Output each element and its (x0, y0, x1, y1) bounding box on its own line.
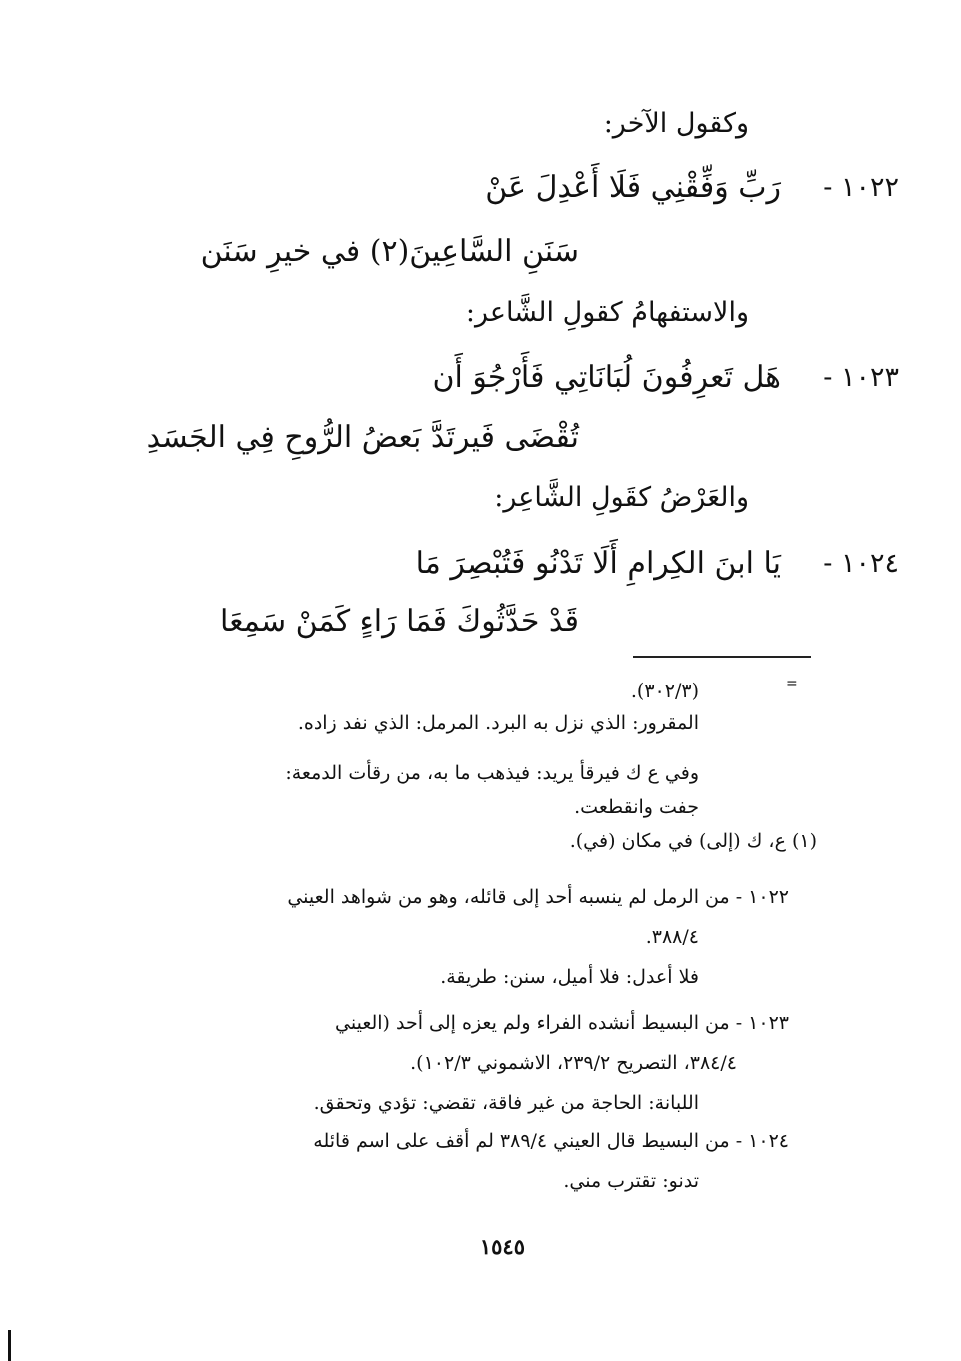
verse-number-1023: ١٠٢٣ - (823, 362, 899, 393)
footnote-1023-line-2: ٣٨٤/٤، التصريح ٢٣٩/٢، الاشموني ١٠٢/٣). (410, 1052, 737, 1074)
footnote-1024-line-1: ١٠٢٤ - من البسيط قال العيني ٣٨٩/٤ لم أقف على اسم قائله (313, 1130, 789, 1152)
verse-1024-second-half: قَدْ حَدَّثُوكَ فَمَا رَاءٍ كَمَنْ سَمِعَا (220, 604, 579, 639)
continuation-marker: = (786, 676, 798, 692)
footnote-line-5: (١) ع، ك (إلى) في مكان (في). (569, 830, 817, 852)
footnote-line-3: وفي ع ك فيرقأ يريد: فيذهب ما به، من رقأت الدمعة: (285, 762, 699, 784)
verse-1023-second-half: تُقْضَى فَيرتَدَّ بَعضُ الرُّوحِ فِي الجَسَدِ (146, 420, 579, 455)
intro-line-3: والعَرْضُ كقَولِ الشَّاعِر: (494, 482, 749, 513)
footnote-line-2: المقرور: الذي نزل به البرد. المرمل: الذي نفد زاده. (297, 712, 699, 734)
footnote-line-4: جفت وانقطعت. (574, 796, 699, 818)
verse-1024-first-half: يَا ابنَ الكِرامِ أَلَا تَدْنُو فَتُبْصِرَ مَا (415, 546, 781, 581)
footnote-1022-line-3: فلا أعدل: فلا أميل، سنن: طريقة. (440, 966, 699, 988)
page-number: ١٥٤٥ (479, 1234, 525, 1259)
footnote-line-1: (٣٠٢/٣). (630, 680, 699, 702)
footnote-1024-line-2: تدنو: تقترب مني. (563, 1170, 699, 1192)
scan-edge-mark (8, 1330, 11, 1361)
footnote-1022-line-1: ١٠٢٢ - من الرمل لم ينسبه أحد إلى قائله، وهو من شواهد العيني (287, 886, 789, 908)
footnote-1023-line-1: ١٠٢٣ - من البسيط أنشده الفراء ولم يعزه إلى أحد (العيني (335, 1012, 789, 1034)
verse-1022-first-half: رَبِّ وَفِّقْنِي فَلَا أَعْدِلَ عَنْ (485, 170, 781, 205)
footnote-1022-line-2: ٣٨٨/٤. (645, 926, 699, 948)
footnote-separator (633, 656, 811, 658)
footnote-1023-line-3: اللبانة: الحاجة من غير فاقة، تقضي: تؤدي وتحقق. (313, 1092, 699, 1114)
verse-number-1024: ١٠٢٤ - (823, 548, 899, 579)
intro-line-1: وكقول الآخر: (603, 108, 749, 139)
verse-number-1022: ١٠٢٢ - (823, 172, 899, 203)
intro-line-2: والاستفهامُ كقولِ الشَّاعر: (465, 297, 749, 328)
verse-1023-first-half: هَل تَعرِفُونَ لُبَانَاتِي فَأَرْجُوَ أَن (432, 360, 781, 395)
verse-1022-second-half: سَنَنِ السَّاعِينَ(٢) في خيرِ سَنَن (200, 234, 579, 269)
